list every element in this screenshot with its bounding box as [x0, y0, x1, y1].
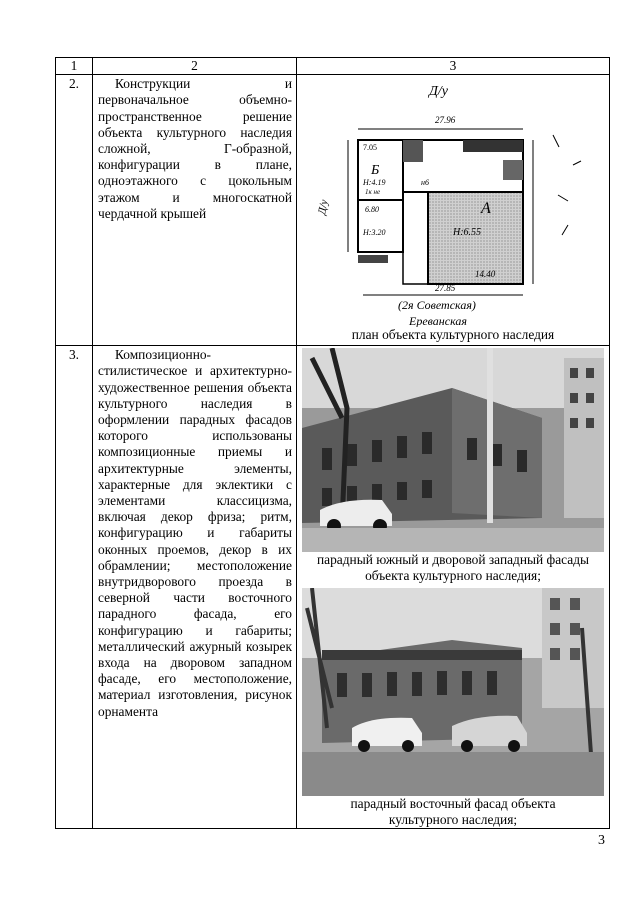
- row-number: 2.: [56, 75, 93, 346]
- page-number: 3: [598, 833, 605, 848]
- plan-side-mark: Д/у: [316, 198, 331, 216]
- photos-cell: [297, 346, 610, 829]
- description-text: Конструкции и первоначальное объемно-пространственное решение объекта культурного наследия сложной, Г-образной, конфигурации в плане, одноэтажного с цокольным этажом и многоскатной чердачной крышей: [98, 76, 292, 221]
- plan-label-r4: 1к не: [365, 188, 381, 197]
- plan-cell: [297, 75, 610, 346]
- photo2-caption: парадный восточный фасад объекта культурного наследия;: [350, 795, 556, 827]
- header-col-1: 1: [56, 58, 93, 75]
- row-description: [93, 75, 297, 346]
- table-row: [56, 75, 610, 346]
- row-description: [93, 346, 297, 829]
- table-row: [56, 346, 610, 829]
- plan-label-r3: Н:4.19: [363, 178, 386, 188]
- plan-label-r9: Н:3.20: [363, 228, 386, 238]
- photo-south-west-facade: [302, 348, 604, 552]
- plan-label-r5: н6: [421, 178, 429, 188]
- header-col-3: 3: [297, 58, 610, 75]
- plan-label-r2: Б: [371, 163, 380, 179]
- plan-street-1: (2я Советская): [398, 298, 476, 313]
- plan-dim-right: 14.40: [475, 269, 496, 280]
- plan-label-r1: 7.05: [363, 143, 377, 153]
- plan-street-2: Ереванская: [409, 314, 467, 328]
- table-header-row: [56, 58, 610, 75]
- plan-top-mark: Д/у: [429, 84, 449, 100]
- plan-label-r8: 6.80: [365, 205, 379, 215]
- plan-label-r6: А: [481, 200, 491, 218]
- heritage-table: [55, 57, 610, 829]
- plan-dim-top: 27.96: [435, 115, 456, 126]
- photo1-caption: парадный южный и дворовой западный фасады объекта культурного наследия;: [316, 552, 590, 584]
- row-number: 3.: [56, 346, 93, 829]
- floor-plan-drawing: [303, 75, 603, 327]
- description-text: Композиционно-стилистическое и архитектурно-художественное решения объекта культурного наследия в оформлении парадных фасадов которого использованы композиционные приемы и архитектурные элементы, характерные для эклектики с элементами классицизма, включая декор фриза; ритм, конфигурацию и габариты оконных проемов, декор в их обрамлении; местоположение внутридворового проезда в северной части восточного парадного фасада, его конфигурацию и габариты; металлический ажурный козырек входа на дворовом западном фасаде, его местоположение, материал изготовления, рисунок орнамента: [98, 347, 292, 719]
- plan-dim-bottom: 27.85: [435, 283, 456, 294]
- plan-caption: план объекта культурного наследия: [351, 327, 555, 343]
- photo-east-facade: [302, 588, 604, 796]
- header-col-2: 2: [93, 58, 297, 75]
- plan-label-r7: Н:6.55: [453, 227, 482, 239]
